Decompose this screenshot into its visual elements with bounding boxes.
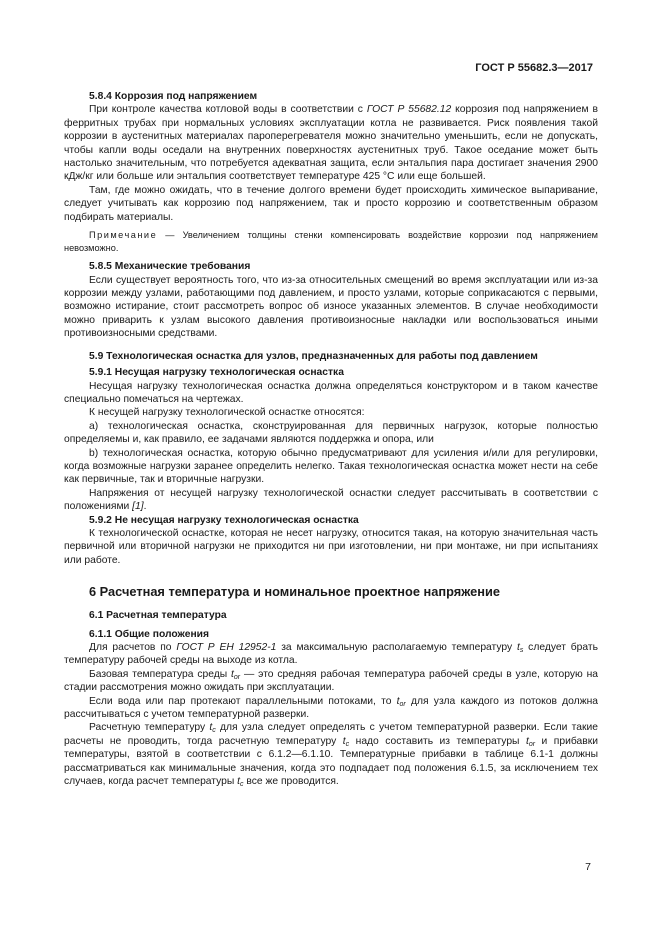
- paragraph: Если вода или пар протекают параллельными потоками, то $t_{or}$ для узла каждого из потоков должна рассчитываться с учетом температурной разверки.: [64, 695, 598, 721]
- section-heading-5-9: 5.9 Технологическая оснастка для узлов, предназначенных для работы под давлением: [89, 350, 538, 362]
- section-heading-5-8-4: 5.8.4 Коррозия под напряжением: [89, 91, 258, 102]
- paragraph: К технологической оснастке, которая не несет нагрузку, относится такая, на которую значительная часть первичной или вторичной нагрузки не приходится ни при изготовлении, ни при монтаже, ни при испытаниях или работе.: [64, 527, 598, 566]
- section-heading-5-8-5: 5.8.5 Механические требования: [89, 261, 251, 273]
- list-item: b) технологическая оснастка, которую обычно предусматривают для усиления и/или для регулировки, когда возможные нагрузки заранее определить нелегко. Такая технологическая оснастка может нести на себе как первичные, так и вторичные нагрузки.: [64, 447, 598, 486]
- list-item: a) технологическая оснастка, сконструированная для первичных нагрузок, которые полностью определяемы и, как правило, ее задачами являются поддержка и опора, или: [64, 420, 598, 446]
- document-header: ГОСТ Р 55682.3—2017: [475, 62, 593, 74]
- section-heading-6-1: 6.1 Расчетная температура: [89, 610, 227, 622]
- section-heading-5-9-2: 5.9.2 Не несущая нагрузку технологическая оснастка: [89, 514, 359, 526]
- paragraph: Несущая нагрузку технологическая оснастка должна определяться конструктором и в таком качестве специально помечаться на чертежах.: [64, 380, 598, 405]
- section-heading-6-1-1: 6.1.1 Общие положения: [89, 628, 209, 640]
- paragraph: При контроле качества котловой воды в соответствии с ГОСТ Р 55682.12 коррозия под напряжением в ферритных трубах при нормальных условиях эксплуатации котла не развивается. Риск появления такой коррозии в аустенитных материалах пароперегревателя можно значительно уменьшить, если не допускать, чтобы капли воды оседали на внутренних поверхностях аустенитных труб. Такое оседание может быть настолько значительным, что потребуется адекватная защита, если энтальпия пара достигает значения 2900 кДж/кг или больше или энтальпия соответствует температуре 425 °С или еще большей.: [64, 104, 598, 183]
- paragraph: Там, где можно ожидать, что в течение долгого времени будет происходить химическое выпаривание, следует учитывать как коррозию под напряжением, так и просто коррозию и соответственным образом подбирать материалы.: [64, 184, 598, 223]
- paragraph: Если существует вероятность того, что из-за относительных смещений во время эксплуатации или из-за коррозии между узлами, работающими под давлением, и просто узлами, которые соприкасаются с первыми, возможно истирание, стоит рассмотреть вопрос об износе указанных элементов. В случае необходимости можно приварить к узлам высокого давления противоизносные накладки или воспользоваться иными противоизносными средствами.: [64, 274, 598, 340]
- paragraph: К несущей нагрузку технологической оснастке относятся:: [89, 407, 365, 419]
- paragraph: Базовая температура среды $t_{or}$ — это средняя рабочая температура рабочей среды в узле, которую на стадии рассмотрения можно ожидать при эксплуатации.: [64, 668, 598, 694]
- paragraph: Расчетную температуру $t_c$ для узла следует определять с учетом температурной разверки. Если такие расчеты не проводить, тогда расчетную температуру $t_c$ надо составить из температуры $t_{or}$ и прибавки температуры, взятой в соответствии с 6.1.2—6.1.10. Температурные прибавки в таблице 6.1-1 должны рассматриваться как минимальные значения, когда это подпадает под положения 6.1.5, за исключением тех случаев, когда расчет температуры $t_c$ все же проводится.: [64, 722, 598, 789]
- paragraph: Для расчетов по ГОСТ Р ЕН 12952-1 за максимальную располагаемую температуру $t_s$ следует брать температуру рабочей среды на выходе из котла.: [64, 642, 598, 667]
- paragraph: Напряжения от несущей нагрузку технологической оснастки следует рассчитывать в соответствии с положениями [1].: [64, 487, 598, 513]
- section-heading-5-9-1: 5.9.1 Несущая нагрузку технологическая оснастка: [89, 367, 344, 379]
- chapter-heading-6: 6 Расчетная температура и номинальное проектное напряжение: [89, 584, 500, 600]
- page-content: [64, 90, 598, 788]
- note: Примечание — Увеличением толщины стенки компенсировать воздействие коррозии под напряжением невозможно.: [64, 230, 598, 253]
- page-number: 7: [585, 861, 591, 873]
